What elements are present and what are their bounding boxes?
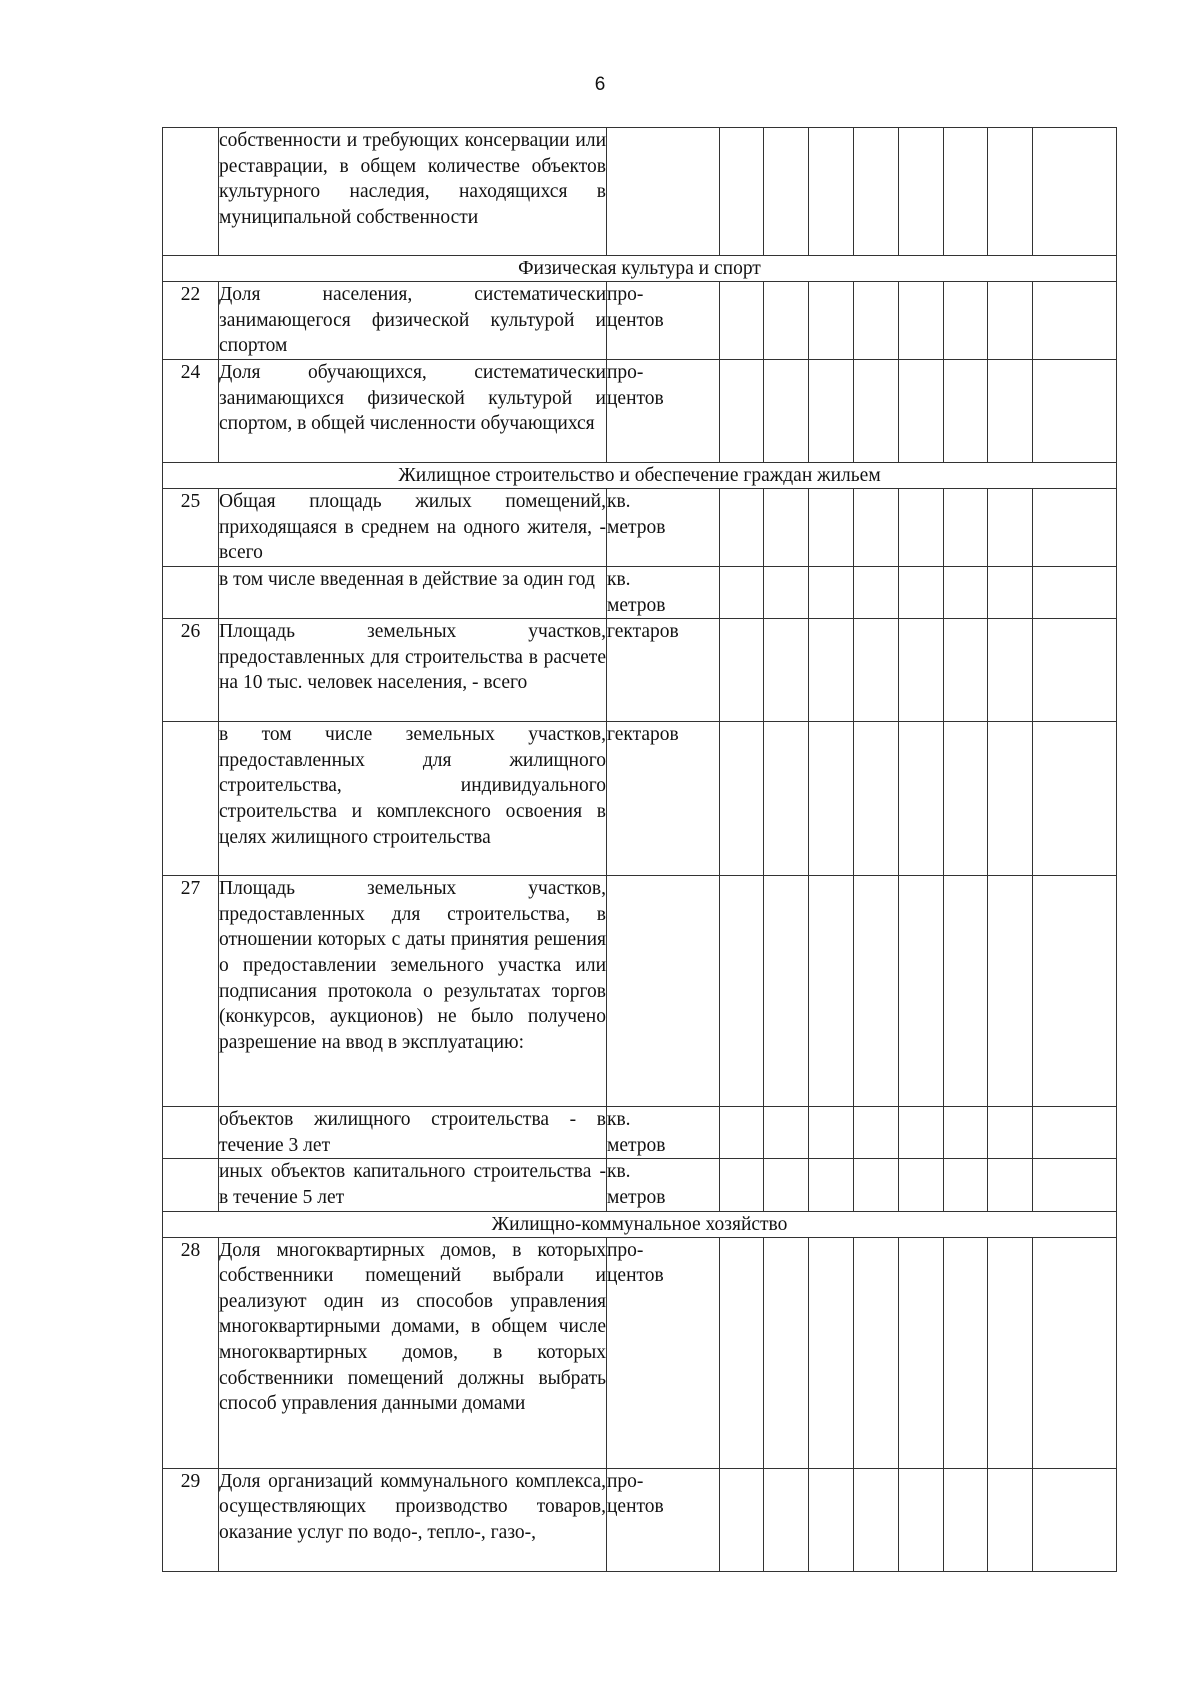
indicator-name: Общая площадь жилых помещений, приходящаяся в среднем на одного жителя, - всего bbox=[219, 489, 607, 567]
table-row bbox=[163, 619, 1117, 722]
table-row bbox=[163, 1159, 1117, 1211]
value-cell bbox=[1033, 1237, 1117, 1468]
value-cell bbox=[1033, 282, 1117, 360]
unit bbox=[607, 128, 720, 256]
section-row bbox=[163, 256, 1117, 282]
unit bbox=[607, 876, 720, 1107]
value-cell bbox=[1033, 567, 1117, 619]
indicator-name: Площадь земельных участков, предоставленных для строительства, в отношении которых с даты принятия решения о предоставлении земельного участка или подписания протокола о результатах торгов (конкурсов, аукционов) не было получено разрешение на ввод в эксплуатацию: bbox=[219, 876, 607, 1107]
value-cell bbox=[944, 876, 988, 1107]
value-cell bbox=[988, 567, 1033, 619]
unit: про- центов bbox=[607, 1237, 720, 1468]
value-cell bbox=[1033, 722, 1117, 876]
value-cell bbox=[720, 876, 764, 1107]
value-cell bbox=[1033, 489, 1117, 567]
indicator-name: в том числе введенная в действие за один год bbox=[219, 567, 607, 619]
value-cell bbox=[764, 489, 809, 567]
value-cell bbox=[854, 282, 899, 360]
value-cell bbox=[764, 360, 809, 463]
value-cell bbox=[720, 489, 764, 567]
value-cell bbox=[944, 1237, 988, 1468]
unit: гектаров bbox=[607, 619, 720, 722]
unit: про- центов bbox=[607, 282, 720, 360]
row-number: 26 bbox=[163, 619, 219, 722]
value-cell bbox=[899, 489, 944, 567]
indicator-name: Доля организаций коммунального комплекса, осуществляющих производство товаров, оказание услуг по водо-, тепло-, газо-, bbox=[219, 1468, 607, 1571]
value-cell bbox=[899, 1237, 944, 1468]
value-cell bbox=[988, 282, 1033, 360]
value-cell bbox=[944, 282, 988, 360]
value-cell bbox=[854, 1468, 899, 1571]
value-cell bbox=[809, 1159, 854, 1211]
value-cell bbox=[854, 128, 899, 256]
row-number bbox=[163, 128, 219, 256]
value-cell bbox=[988, 489, 1033, 567]
unit: кв. метров bbox=[607, 489, 720, 567]
table-row bbox=[163, 128, 1117, 256]
value-cell bbox=[944, 360, 988, 463]
value-cell bbox=[988, 1107, 1033, 1159]
value-cell bbox=[764, 282, 809, 360]
indicator-name: Площадь земельных участков, предоставленных для строительства в расчете на 10 тыс. человек населения, - всего bbox=[219, 619, 607, 722]
table-row bbox=[163, 1107, 1117, 1159]
section-title-housing: Жилищное строительство и обеспечение граждан жильем bbox=[163, 463, 1117, 489]
page-number: 6 bbox=[594, 74, 606, 95]
table-row bbox=[163, 489, 1117, 567]
value-cell bbox=[854, 1107, 899, 1159]
value-cell bbox=[944, 1159, 988, 1211]
value-cell bbox=[809, 1107, 854, 1159]
row-number bbox=[163, 722, 219, 876]
section-row bbox=[163, 463, 1117, 489]
table-row bbox=[163, 360, 1117, 463]
value-cell bbox=[764, 1159, 809, 1211]
value-cell bbox=[988, 619, 1033, 722]
indicators-table bbox=[162, 127, 1117, 1572]
value-cell bbox=[720, 619, 764, 722]
value-cell bbox=[854, 619, 899, 722]
value-cell bbox=[764, 1468, 809, 1571]
value-cell bbox=[1033, 360, 1117, 463]
value-cell bbox=[899, 567, 944, 619]
value-cell bbox=[1033, 1468, 1117, 1571]
value-cell bbox=[809, 722, 854, 876]
value-cell bbox=[944, 1468, 988, 1571]
value-cell bbox=[764, 1237, 809, 1468]
value-cell bbox=[899, 722, 944, 876]
value-cell bbox=[809, 282, 854, 360]
value-cell bbox=[720, 1237, 764, 1468]
indicator-name: собственности и требующих консервации или реставрации, в общем количестве объектов культурного наследия, находящихся в муниципальной собственности bbox=[219, 128, 607, 256]
value-cell bbox=[988, 876, 1033, 1107]
value-cell bbox=[899, 1468, 944, 1571]
row-number: 24 bbox=[163, 360, 219, 463]
value-cell bbox=[854, 722, 899, 876]
value-cell bbox=[944, 722, 988, 876]
value-cell bbox=[988, 128, 1033, 256]
value-cell bbox=[899, 1107, 944, 1159]
value-cell bbox=[720, 128, 764, 256]
value-cell bbox=[809, 489, 854, 567]
indicator-name: Доля населения, систематически занимающегося физической культурой и спортом bbox=[219, 282, 607, 360]
value-cell bbox=[899, 1159, 944, 1211]
value-cell bbox=[764, 1107, 809, 1159]
indicator-name: Доля обучающихся, систематически занимающихся физической культурой и спортом, в общей численности обучающихся bbox=[219, 360, 607, 463]
section-title-utilities: Жилищно-коммунальное хозяйство bbox=[163, 1211, 1117, 1237]
value-cell bbox=[899, 360, 944, 463]
value-cell bbox=[764, 567, 809, 619]
value-cell bbox=[720, 567, 764, 619]
unit: про- центов bbox=[607, 1468, 720, 1571]
table-row bbox=[163, 567, 1117, 619]
unit: кв. метров bbox=[607, 1107, 720, 1159]
indicator-name: объектов жилищного строительства - в течение 3 лет bbox=[219, 1107, 607, 1159]
value-cell bbox=[899, 876, 944, 1107]
row-number bbox=[163, 1159, 219, 1211]
value-cell bbox=[899, 282, 944, 360]
value-cell bbox=[1033, 1107, 1117, 1159]
value-cell bbox=[809, 1237, 854, 1468]
unit: кв. метров bbox=[607, 1159, 720, 1211]
row-number: 28 bbox=[163, 1237, 219, 1468]
value-cell bbox=[854, 1237, 899, 1468]
table-row bbox=[163, 1237, 1117, 1468]
indicator-name: Доля многоквартирных домов, в которых собственники помещений выбрали и реализуют один из способов управления многоквартирными домами, в общем числе многоквартирных домов, в которых собственники помещений должны выбрать способ управления данными домами bbox=[219, 1237, 607, 1468]
indicator-name: иных объектов капитального строительства - в течение 5 лет bbox=[219, 1159, 607, 1211]
value-cell bbox=[1033, 1159, 1117, 1211]
value-cell bbox=[854, 360, 899, 463]
row-number bbox=[163, 567, 219, 619]
value-cell bbox=[988, 1468, 1033, 1571]
value-cell bbox=[899, 128, 944, 256]
table-row bbox=[163, 282, 1117, 360]
value-cell bbox=[1033, 128, 1117, 256]
value-cell bbox=[764, 722, 809, 876]
value-cell bbox=[720, 360, 764, 463]
section-title-sport: Физическая культура и спорт bbox=[163, 256, 1117, 282]
unit: гектаров bbox=[607, 722, 720, 876]
unit: про- центов bbox=[607, 360, 720, 463]
value-cell bbox=[809, 567, 854, 619]
value-cell bbox=[988, 1237, 1033, 1468]
row-number: 29 bbox=[163, 1468, 219, 1571]
value-cell bbox=[720, 1468, 764, 1571]
value-cell bbox=[764, 876, 809, 1107]
row-number: 25 bbox=[163, 489, 219, 567]
value-cell bbox=[1033, 619, 1117, 722]
value-cell bbox=[854, 876, 899, 1107]
row-number: 22 bbox=[163, 282, 219, 360]
value-cell bbox=[809, 876, 854, 1107]
value-cell bbox=[764, 128, 809, 256]
value-cell bbox=[854, 1159, 899, 1211]
value-cell bbox=[854, 489, 899, 567]
value-cell bbox=[899, 619, 944, 722]
row-number bbox=[163, 1107, 219, 1159]
row-number: 27 bbox=[163, 876, 219, 1107]
indicator-name: в том числе земельных участков, предоставленных для жилищного строительства, индивидуального строительства и комплексного освоения в целях жилищного строительства bbox=[219, 722, 607, 876]
value-cell bbox=[720, 722, 764, 876]
section-row bbox=[163, 1211, 1117, 1237]
value-cell bbox=[1033, 876, 1117, 1107]
value-cell bbox=[720, 282, 764, 360]
value-cell bbox=[809, 1468, 854, 1571]
value-cell bbox=[764, 619, 809, 722]
value-cell bbox=[944, 1107, 988, 1159]
table-row bbox=[163, 722, 1117, 876]
value-cell bbox=[854, 567, 899, 619]
value-cell bbox=[988, 722, 1033, 876]
value-cell bbox=[944, 567, 988, 619]
value-cell bbox=[944, 128, 988, 256]
value-cell bbox=[720, 1159, 764, 1211]
value-cell bbox=[809, 360, 854, 463]
value-cell bbox=[809, 619, 854, 722]
value-cell bbox=[988, 1159, 1033, 1211]
value-cell bbox=[809, 128, 854, 256]
table-row bbox=[163, 1468, 1117, 1571]
value-cell bbox=[720, 1107, 764, 1159]
value-cell bbox=[944, 489, 988, 567]
unit: кв. метров bbox=[607, 567, 720, 619]
value-cell bbox=[944, 619, 988, 722]
table-row bbox=[163, 876, 1117, 1107]
value-cell bbox=[988, 360, 1033, 463]
